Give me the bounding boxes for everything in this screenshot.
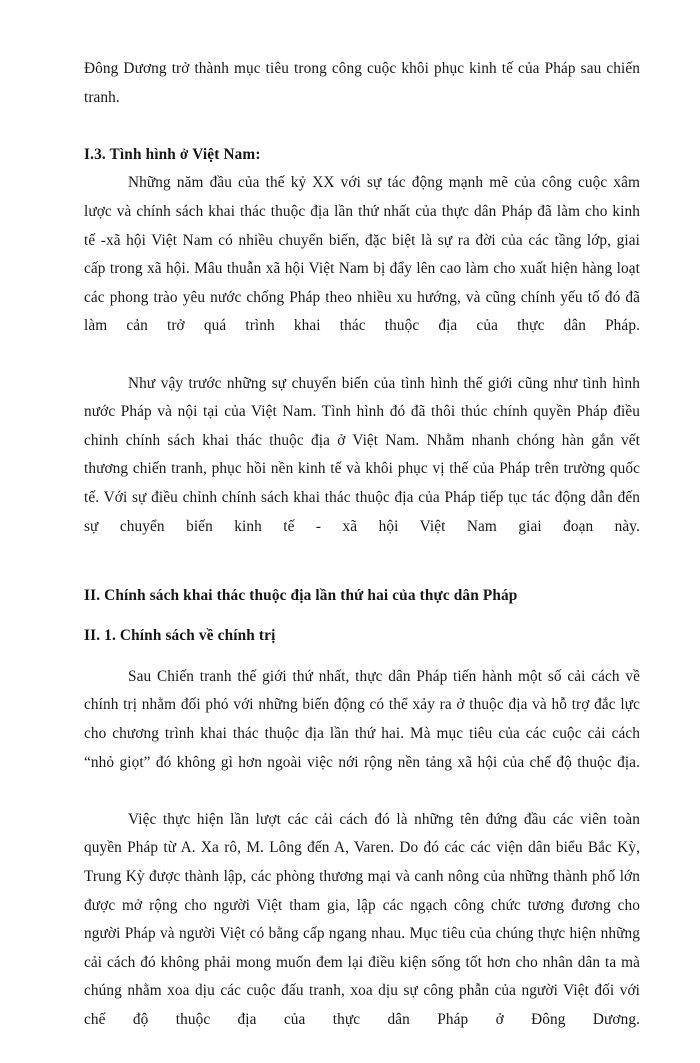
spacer [84, 570, 640, 582]
paragraph-3: Sau Chiến tranh thế giới thứ nhất, thực dân Pháp tiến hành một số cải cách về chính trị nhằm đối phó với những biến động có thể xảy ra ở thuộc địa và hỗ trợ đắc lực cho chương trình khai thác thuộc địa lần thứ hai. Mà mục tiêu của các cuộc cải cách “nhỏ giọt” đó không gì hơn ngoài việc nới rộng nền tảng xã hội của chế độ thuộc địa. [84, 667, 640, 771]
heading-ii: II. Chính sách khai thác thuộc địa lần thứ hai của thực dân Pháp [84, 586, 518, 604]
heading-i3: I.3. Tình hình ở Việt Nam: [84, 145, 261, 163]
paragraph-1: Những năm đầu của thế kỷ XX với sự tác động mạnh mẽ của công cuộc xâm lược và chính sách khai thác thuộc địa lần thứ nhất của thực dân Pháp đã làm cho kinh tế -xã hội Việt Nam có nhiều chuyển biến, đặc biệt là sự ra đời của các tầng lớp, giai cấp trong xã hội. Mâu thuẫn xã hội Việt Nam bị đẩy lên cao làm cho xuất hiện hàng loạt các phong trào yêu nước chống Pháp theo nhiều xu hướng, và cũng chính yếu tố đó đã làm cản trở quá trình khai thác thuộc địa của thực dân Pháp. [84, 174, 640, 335]
paragraph-continued-top: Đông Dương trở thành mục tiêu trong công cuộc khôi phục kinh tế của Pháp sau chiến tranh. [84, 60, 640, 106]
document-body [84, 55, 640, 1063]
paragraph-2: Như vậy trước những sự chuyển biến của tình hình thế giới cũng như tình hình nước Pháp và nội tại của Việt Nam. Tình hình đó đã thôi thúc chính quyền Pháp điều chinh chính sách khai thác thuộc địa ở Việt Nam. Nhằm nhanh chóng hàn gắn vết thương chiến tranh, phục hồi nền kinh tế và khôi phục vị thế của Pháp trên trường quốc tế. Với sự điều chỉnh chính sách khai thác thuộc địa của Pháp tiếp tục tác động dẫn đến sự chuyển biến kinh tế - xã hội Việt Nam giai đoạn này. [84, 374, 640, 535]
heading-ii-1: II. 1. Chính sách về chính trị [84, 627, 276, 645]
spacer [84, 651, 640, 663]
spacer [84, 610, 640, 622]
paragraph-4: Việc thực hiện lần lượt các cải cách đó là những tên đứng đầu các viên toàn quyền Pháp từ A. Xa rô, M. Lông đến A, Varen. Do đó các các viện dân biểu Bắc Kỳ, Trung Kỳ được thành lập, các phòng thương mại và canh nông của những thành phố lớn được mở rộng cho người Việt tham gia, lập các ngạch công chức tương đương cho người Pháp và người Việt có bằng cấp ngang nhau. Mục tiêu của chúng thực hiện những cải cách đó không phải mong muốn đem lại điều kiện sống tốt hơn cho nhân dân ta mà chúng nhằm xoa dịu các cuộc đấu tranh, xoa dịu sự công phẫn của người Việt đối với chế độ thuộc địa của thực dân Pháp ở Đông Dương. [84, 810, 640, 1028]
